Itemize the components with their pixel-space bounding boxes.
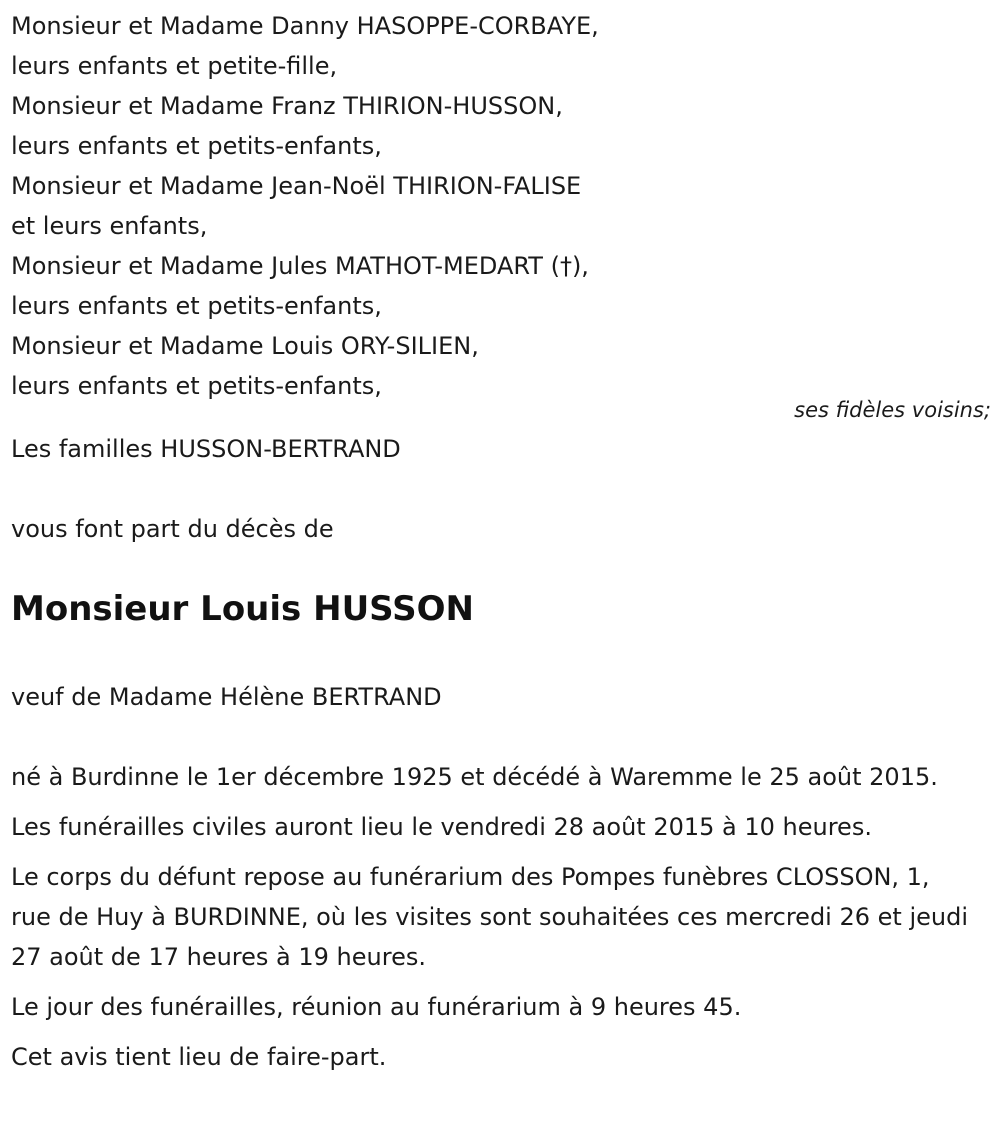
visitation-paragraph: Le corps du défunt repose au funérarium des Pompes funèbres CLOSSON, 1, rue de Huy à BURDINNE, où les visites sont souhaitées ces mercredi 26 et jeudi 27 août de 17 heures à 19 heures. [11, 863, 968, 971]
family-line: leurs enfants et petits-enfants, [11, 132, 382, 160]
family-line: Monsieur et Madame Jules MATHOT-MEDART (†), [11, 252, 589, 280]
family-line: Monsieur et Madame Danny HASOPPE-CORBAYE, [11, 12, 599, 40]
announcement-intro: vous font part du décès de [11, 515, 334, 543]
deceased-name: Monsieur Louis HUSSON [11, 589, 474, 629]
family-line: Monsieur et Madame Jean-Noël THIRION-FALISE [11, 172, 582, 200]
neighbors-line: ses fidèles voisins; [794, 398, 991, 422]
birth-death-paragraph: né à Burdinne le 1er décembre 1925 et décédé à Waremme le 25 août 2015. [11, 763, 938, 791]
family-line: leurs enfants et petite-fille, [11, 52, 338, 80]
family-line: leurs enfants et petits-enfants, [11, 292, 382, 320]
funeral-date-paragraph: Les funérailles civiles auront lieu le vendredi 28 août 2015 à 10 heures. [11, 813, 872, 841]
funeral-details [11, 757, 971, 1087]
closing-paragraph: Cet avis tient lieu de faire-part. [11, 1043, 387, 1071]
family-line: et leurs enfants, [11, 212, 208, 240]
family-line: leurs enfants et petits-enfants, [11, 372, 382, 400]
family-line: Monsieur et Madame Franz THIRION-HUSSON, [11, 92, 563, 120]
widow-of-line: veuf de Madame Hélène BERTRAND [11, 683, 442, 711]
family-list [11, 6, 691, 406]
family-line: Monsieur et Madame Louis ORY-SILIEN, [11, 332, 479, 360]
families-line: Les familles HUSSON-BERTRAND [11, 435, 401, 463]
meeting-paragraph: Le jour des funérailles, réunion au funérarium à 9 heures 45. [11, 993, 742, 1021]
